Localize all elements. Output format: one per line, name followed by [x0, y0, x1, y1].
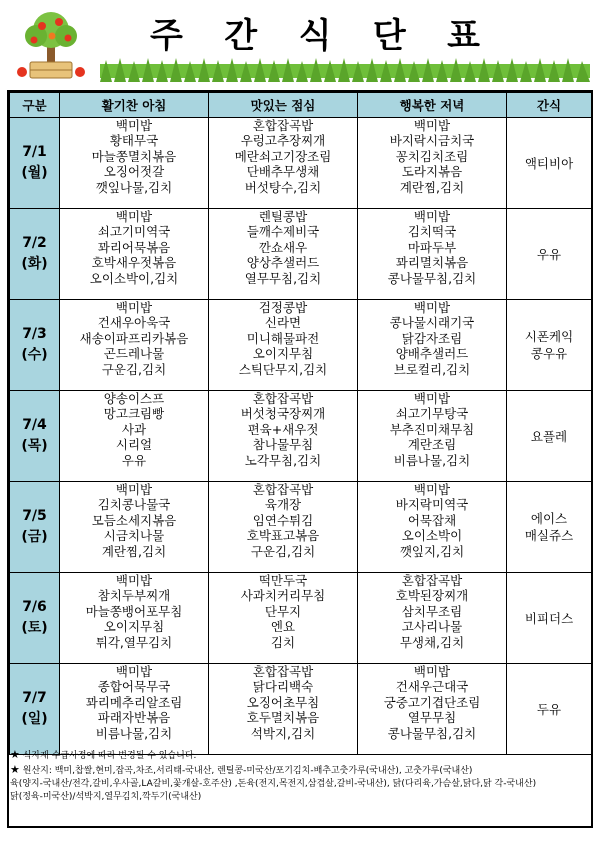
- breakfast-item: 곤드레나물: [103, 346, 165, 362]
- lunch-item: 렌틸콩밥: [258, 209, 308, 224]
- star-icon: ★: [10, 763, 20, 776]
- day-cell: [10, 482, 60, 573]
- day-weekday: (목): [21, 438, 48, 454]
- breakfast-item: 비름나물,김치: [95, 725, 173, 741]
- breakfast-item: 양송이스프: [103, 391, 165, 406]
- lunch-item: 미니해물파전: [246, 330, 320, 346]
- breakfast-item: 새송이파프리카볶음: [79, 330, 189, 346]
- snack-cell: [507, 209, 592, 300]
- day-weekday: (월): [21, 165, 48, 181]
- breakfast-cell: [60, 482, 209, 573]
- snack-cell: [507, 664, 592, 755]
- breakfast-item: 백미밥: [115, 300, 153, 315]
- lunch-item: 석박지,김치: [250, 725, 316, 741]
- lunch-item: 임연수튀김: [252, 512, 314, 528]
- dinner-item: 건새우근대국: [395, 679, 469, 695]
- day-weekday: (토): [21, 620, 48, 636]
- lunch-item: 혼합잡곡밥: [252, 482, 314, 497]
- grass-fence-decoration: [100, 56, 590, 82]
- lunch-item: 스틱단무지,김치: [238, 361, 328, 377]
- breakfast-item: 모듬소세지볶음: [91, 512, 177, 528]
- day-weekday: (일): [21, 711, 48, 727]
- dinner-cell: [358, 118, 507, 209]
- lunch-item: 우렁고추장찌개: [240, 133, 326, 149]
- apple-tree-icon: [12, 6, 90, 82]
- lunch-cell: [209, 209, 358, 300]
- day-row: [10, 573, 592, 664]
- dinner-item: 어묵잡채: [407, 512, 457, 528]
- snack-item: 액티비아: [524, 155, 574, 171]
- breakfast-item: 시리얼: [115, 437, 153, 453]
- breakfast-cell: [60, 118, 209, 209]
- dinner-item: 무생채,김치: [399, 634, 465, 650]
- header-day: 구분: [10, 93, 60, 118]
- breakfast-item: 마늘쫑뱅어포무침: [85, 603, 183, 619]
- header-lunch: 맛있는 점심: [209, 93, 358, 118]
- lunch-item: 편육+새우젓: [247, 421, 319, 437]
- dinner-item: 백미밥: [413, 209, 451, 224]
- breakfast-cell: [60, 573, 209, 664]
- dinner-item: 백미밥: [413, 482, 451, 497]
- dinner-item: 마파두부: [407, 239, 457, 255]
- breakfast-item: 구운김,김치: [101, 361, 167, 377]
- day-weekday: (수): [21, 347, 48, 363]
- page-title: 주 간 식 단 표: [150, 15, 480, 56]
- lunch-item: 닭다리백숙: [252, 679, 314, 695]
- breakfast-item: 오징어젓갈: [103, 164, 165, 180]
- day-row: [10, 300, 592, 391]
- day-date: 7/4: [22, 417, 47, 433]
- lunch-cell: [209, 118, 358, 209]
- day-cell: [10, 664, 60, 755]
- dinner-item: 혼합잡곡밥: [401, 573, 463, 588]
- dinner-item: 브로컬리,김치: [393, 361, 471, 377]
- header-dinner: 행복한 저녁: [358, 93, 507, 118]
- dinner-cell: [358, 573, 507, 664]
- header-breakfast: 활기찬 아침: [60, 93, 209, 118]
- lunch-item: 육개장: [264, 497, 302, 513]
- breakfast-item: 백미밥: [115, 664, 153, 679]
- day-row: [10, 482, 592, 573]
- lunch-item: 버섯탕수,김치: [244, 179, 322, 195]
- dinner-item: 고사리나물: [401, 619, 463, 635]
- note-origin-chicken: 닭(정육-미국산)/석박지,열무김치,깍두기(국내산): [10, 792, 202, 802]
- breakfast-item: 꽈리어묵볶음: [97, 239, 171, 255]
- dinner-item: 오이소박이: [401, 528, 463, 544]
- day-cell: [10, 391, 60, 482]
- snack-cell: [507, 482, 592, 573]
- breakfast-item: 계란찜,김치: [101, 543, 167, 559]
- day-cell: [10, 118, 60, 209]
- snack-item: 콩우유: [530, 346, 568, 361]
- dinner-item: 백미밥: [413, 118, 451, 133]
- dinner-item: 열무무침: [407, 710, 457, 726]
- dinner-cell: [358, 664, 507, 755]
- lunch-item: 양상추샐러드: [246, 255, 320, 271]
- dinner-cell: [358, 209, 507, 300]
- dinner-item: 도라지볶음: [401, 164, 463, 180]
- dinner-item: 김치떡국: [407, 224, 457, 240]
- lunch-cell: [209, 482, 358, 573]
- breakfast-item: 튀각,열무김치: [95, 634, 173, 650]
- note-change: ★ 식자재 수급사정에 따라 변경될 수 있습니다.: [10, 748, 197, 761]
- header-snack: 간식: [507, 93, 592, 118]
- lunch-item: 열무무침,김치: [244, 270, 322, 286]
- breakfast-item: 파래자반볶음: [97, 710, 171, 726]
- dinner-item: 꽁치김치조림: [395, 148, 469, 164]
- lunch-item: 김치: [270, 634, 296, 650]
- dinner-item: 백미밥: [413, 664, 451, 679]
- breakfast-cell: [60, 391, 209, 482]
- dinner-item: 비름나물,김치: [393, 452, 471, 468]
- day-date: 7/6: [22, 599, 47, 615]
- dinner-item: 콩나물시래기국: [389, 315, 475, 331]
- star-icon: ★: [10, 748, 20, 761]
- lunch-item: 오이지무침: [252, 346, 314, 362]
- lunch-item: 호박표고볶음: [246, 528, 320, 544]
- dinner-cell: [358, 391, 507, 482]
- breakfast-item: 시금치나물: [103, 528, 165, 544]
- dinner-cell: [358, 482, 507, 573]
- breakfast-item: 종합어묵무국: [97, 679, 171, 695]
- breakfast-item: 마늘쫑멸치볶음: [91, 148, 177, 164]
- breakfast-item: 백미밥: [115, 209, 153, 224]
- dinner-item: 호박된장찌개: [395, 588, 469, 604]
- lunch-item: 떡만두국: [258, 573, 308, 588]
- dinner-item: 백미밥: [413, 300, 451, 315]
- lunch-item: 노각무침,김치: [244, 452, 322, 468]
- breakfast-item: 건새우아욱국: [97, 315, 171, 331]
- dinner-item: 계란조림: [407, 437, 457, 453]
- breakfast-item: 오이소박이,김치: [89, 270, 179, 286]
- lunch-item: 신라면: [264, 315, 302, 331]
- lunch-item: 호두멸치볶음: [246, 710, 320, 726]
- snack-cell: [507, 391, 592, 482]
- lunch-item: 검정콩밥: [258, 300, 308, 315]
- dinner-item: 깻잎지,김치: [399, 543, 465, 559]
- snack-item: 우유: [536, 246, 562, 262]
- breakfast-item: 망고크림빵: [103, 406, 165, 422]
- day-date: 7/3: [22, 326, 47, 342]
- dinner-item: 삼치무조림: [401, 603, 463, 619]
- header: [0, 0, 600, 92]
- lunch-item: 참나물무침: [252, 437, 314, 453]
- lunch-item: 깐쇼새우: [258, 239, 308, 255]
- breakfast-item: 우유: [121, 452, 147, 468]
- breakfast-item: 참치두부찌개: [97, 588, 171, 604]
- breakfast-item: 사과: [121, 421, 147, 437]
- day-date: 7/1: [22, 144, 47, 160]
- lunch-item: 버섯청국장찌개: [240, 406, 326, 422]
- dinner-item: 양배추샐러드: [395, 346, 469, 362]
- breakfast-item: 깻잎나물,김치: [95, 179, 173, 195]
- day-cell: [10, 209, 60, 300]
- lunch-item: 오징어초무침: [246, 694, 320, 710]
- breakfast-item: 황태무국: [109, 133, 159, 149]
- snack-item: 요플레: [530, 428, 568, 444]
- note-origin-meat: 육(양지-국내산/전각,갈비,우사골,LA갈비,꽃개살-호주산) ,돈육(전지,목전지,삼겹살,갈비-국내산), 닭(다리육,가슴살,닭다,닭 각-국내산): [10, 779, 537, 789]
- notes: [10, 748, 590, 804]
- day-weekday: (화): [21, 256, 48, 272]
- dinner-item: 궁중고기겹단조림: [383, 694, 481, 710]
- day-date: 7/5: [22, 508, 47, 524]
- breakfast-item: 호박새우젓볶음: [91, 255, 177, 271]
- day-weekday: (금): [21, 529, 48, 545]
- day-date: 7/7: [22, 690, 47, 706]
- breakfast-cell: [60, 664, 209, 755]
- dinner-item: 바지락시금치국: [389, 133, 475, 149]
- dinner-item: 계란찜,김치: [399, 179, 465, 195]
- snack-item: 에이스: [530, 511, 568, 526]
- breakfast-item: 쇠고기미역국: [97, 224, 171, 240]
- lunch-item: 혼합잡곡밥: [252, 664, 314, 679]
- lunch-item: 단배추무생채: [246, 164, 320, 180]
- lunch-item: 단무지: [264, 603, 302, 619]
- snack-item: 매실쥬스: [524, 528, 574, 543]
- snack-cell: [507, 573, 592, 664]
- dinner-item: 닭감자조림: [401, 330, 463, 346]
- menu-body: [10, 118, 592, 755]
- lunch-item: 혼합잡곡밥: [252, 391, 314, 406]
- snack-item: 비피더스: [524, 610, 574, 626]
- breakfast-cell: [60, 209, 209, 300]
- breakfast-item: 꽈리메추리알조림: [85, 694, 183, 710]
- breakfast-cell: [60, 300, 209, 391]
- breakfast-item: 백미밥: [115, 482, 153, 497]
- breakfast-item: 김치콩나물국: [97, 497, 171, 513]
- lunch-cell: [209, 664, 358, 755]
- lunch-item: 메란쇠고기장조림: [234, 148, 332, 164]
- lunch-item: 혼합잡곡밥: [252, 118, 314, 133]
- day-row: [10, 664, 592, 755]
- dinner-item: 꽈리멸치볶음: [395, 255, 469, 271]
- header-row: [10, 93, 592, 118]
- lunch-cell: [209, 573, 358, 664]
- breakfast-item: 백미밥: [115, 573, 153, 588]
- lunch-item: 들깨수제비국: [246, 224, 320, 240]
- day-row: [10, 209, 592, 300]
- day-date: 7/2: [22, 235, 47, 251]
- dinner-item: 콩나물무침,김치: [387, 725, 477, 741]
- lunch-item: 사과치커리무침: [240, 588, 326, 604]
- breakfast-item: 오이지무침: [103, 619, 165, 635]
- snack-item: 두유: [536, 701, 562, 717]
- day-cell: [10, 300, 60, 391]
- note-origin: ★ 원산지: 백미,찹쌀,현미,잡곡,차조,서리태-국내산, 렌틸콩-미국산/포기김치-배추고춧가루(국내산), 고춧가루(국내산): [10, 763, 473, 776]
- snack-cell: [507, 118, 592, 209]
- dinner-cell: [358, 300, 507, 391]
- dinner-item: 쇠고기무탕국: [395, 406, 469, 422]
- day-cell: [10, 573, 60, 664]
- lunch-item: 엔요: [270, 619, 296, 635]
- snack-cell: [507, 300, 592, 391]
- snack-item: 시폰케익: [524, 329, 574, 344]
- dinner-item: 부추진미채무침: [389, 421, 475, 437]
- dinner-item: 백미밥: [413, 391, 451, 406]
- breakfast-item: 백미밥: [115, 118, 153, 133]
- weekly-menu-table: [9, 92, 592, 755]
- day-row: [10, 118, 592, 209]
- dinner-item: 바지락미역국: [395, 497, 469, 513]
- lunch-cell: [209, 391, 358, 482]
- dinner-item: 콩나물무침,김치: [387, 270, 477, 286]
- lunch-item: 구운김,김치: [250, 543, 316, 559]
- day-row: [10, 391, 592, 482]
- lunch-cell: [209, 300, 358, 391]
